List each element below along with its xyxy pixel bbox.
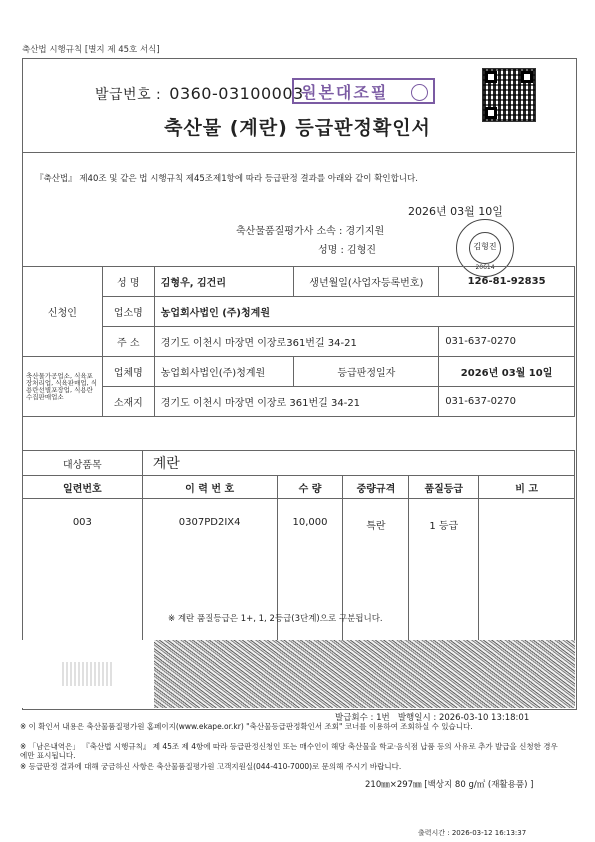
applicant-tel: 031-637-0270 <box>439 327 575 357</box>
grade-date: 2026년 03월 10일 <box>439 357 575 387</box>
qty-cell: 10,000 <box>277 499 343 662</box>
table-row <box>23 476 575 499</box>
grade-date-label: 등급판정일자 <box>294 357 439 387</box>
product-label: 대상품목 <box>23 451 143 476</box>
applicant-section-label: 신청인 <box>23 267 103 357</box>
footnote-2: ※ 「남은내역은」 『축산법 시행규칙』 제 45조 제 4항에 따라 등급판정신청인 또는 매수인이 해당 축산물을 학교·음식점 납품 등의 사유로 추가 발급을 신청한 경우에만 표시됩니다. <box>20 742 558 760</box>
remark-cell <box>479 499 575 662</box>
table-row <box>23 267 575 297</box>
facility-tel: 031-637-0270 <box>439 387 575 417</box>
issue-number: 0360-03100003 <box>169 84 304 103</box>
document-title: 축산물 (계란) 등급판정확인서 <box>164 117 431 139</box>
col-weight: 중량규격 <box>343 476 409 499</box>
security-pattern <box>154 640 575 708</box>
biz-number: 126-81-92835 <box>439 267 575 297</box>
col-trace: 이 력 번 호 <box>142 476 277 499</box>
issue-number-label: 발급번호 : <box>95 87 162 103</box>
footnote-3: ※ 등급판정 결과에 대해 궁금하신 사항은 축산물품질평가원 고객지원실(044-410-7000)로 문의해 주시기 바랍니다. <box>20 762 402 771</box>
grade-note: ※ 계란 품질등급은 1+, 1, 2등급(3단계)으로 구분됩니다. <box>168 614 383 624</box>
name-label: 성 명 <box>102 267 154 297</box>
applicant-table <box>22 266 575 417</box>
product-name: 계란 <box>142 451 574 476</box>
facility-section-label: 축산물가공업소, 식육포장처리업, 식육판매업, 식용란선별포장업, 식용란수집판매업소 <box>23 357 103 417</box>
inspector-name: 성명 : 김형진 <box>318 245 377 256</box>
table-row <box>23 327 575 357</box>
security-area <box>22 640 155 708</box>
table-row <box>23 451 575 476</box>
table-row <box>23 499 575 662</box>
company-label: 업소명 <box>102 297 154 327</box>
address-label: 주 소 <box>102 327 154 357</box>
col-remark: 비 고 <box>479 476 575 499</box>
seal-name: 김형진 <box>473 242 497 251</box>
paper-spec: 210㎜×297㎜ [백상지 80 g/㎡ (재활용품) ] <box>365 780 534 790</box>
certify-date: 2026년 03월 10일 <box>408 205 503 218</box>
applicant-address: 경기도 이천시 마장면 이장로361번길 34-21 <box>154 327 438 357</box>
table-row <box>23 297 575 327</box>
table-row <box>23 357 575 387</box>
facility-name: 농업회사법인(주)청계원 <box>154 357 294 387</box>
col-qty: 수 량 <box>277 476 343 499</box>
birth-label: 생년월일(사업자등록번호) <box>294 267 439 297</box>
facility-name-label: 업체명 <box>102 357 154 387</box>
col-grade: 품질등급 <box>409 476 479 499</box>
issue-copies: 발급회수 : 1번 <box>335 713 390 723</box>
footnote-1: ※ 이 확인서 내용은 축산물품질평가원 홈페이지(www.ekape.or.kr) "축산물등급판정확인서 조회" 코너를 이용하여 조회하실 수 있습니다. <box>20 722 473 731</box>
col-serial: 일련번호 <box>23 476 143 499</box>
law-reference: 축산법 시행규칙 [별지 제 45호 서식] <box>22 45 160 55</box>
print-time: 출력시간 : 2026-03-12 16:13:37 <box>418 829 527 837</box>
grade-cell: 1 등급 <box>409 499 479 662</box>
company-name: 농업회사법인 (주)청계원 <box>154 297 574 327</box>
applicant-name: 김형우, 김건리 <box>154 267 294 297</box>
table-row <box>23 387 575 417</box>
seal-year: 20614 <box>475 264 495 271</box>
stamp-text: 원본대조필 <box>301 83 389 102</box>
divider <box>22 152 575 153</box>
original-copy-stamp <box>292 78 435 104</box>
inspector-affiliation: 축산물품질평가사 소속 : 경기지원 <box>236 226 385 237</box>
trace-cell: 0307PD2IX4 <box>142 499 277 662</box>
issue-datetime: 발행일시 : 2026-03-10 13:18:01 <box>397 713 530 723</box>
location-label: 소재지 <box>102 387 154 417</box>
intro-text: 『축산법』 제40조 및 같은 법 시행규칙 제45조제1항에 따라 등급판정 결과를 아래와 같이 확인합니다. <box>35 174 418 184</box>
issue-number-line <box>95 84 304 104</box>
stamp-seal-icon <box>411 84 428 101</box>
serial-cell: 003 <box>23 499 143 662</box>
weight-cell: 특란 <box>343 499 409 662</box>
facility-location: 경기도 이천시 마장면 이장로 361번길 34-21 <box>154 387 438 417</box>
items-table <box>22 450 575 661</box>
